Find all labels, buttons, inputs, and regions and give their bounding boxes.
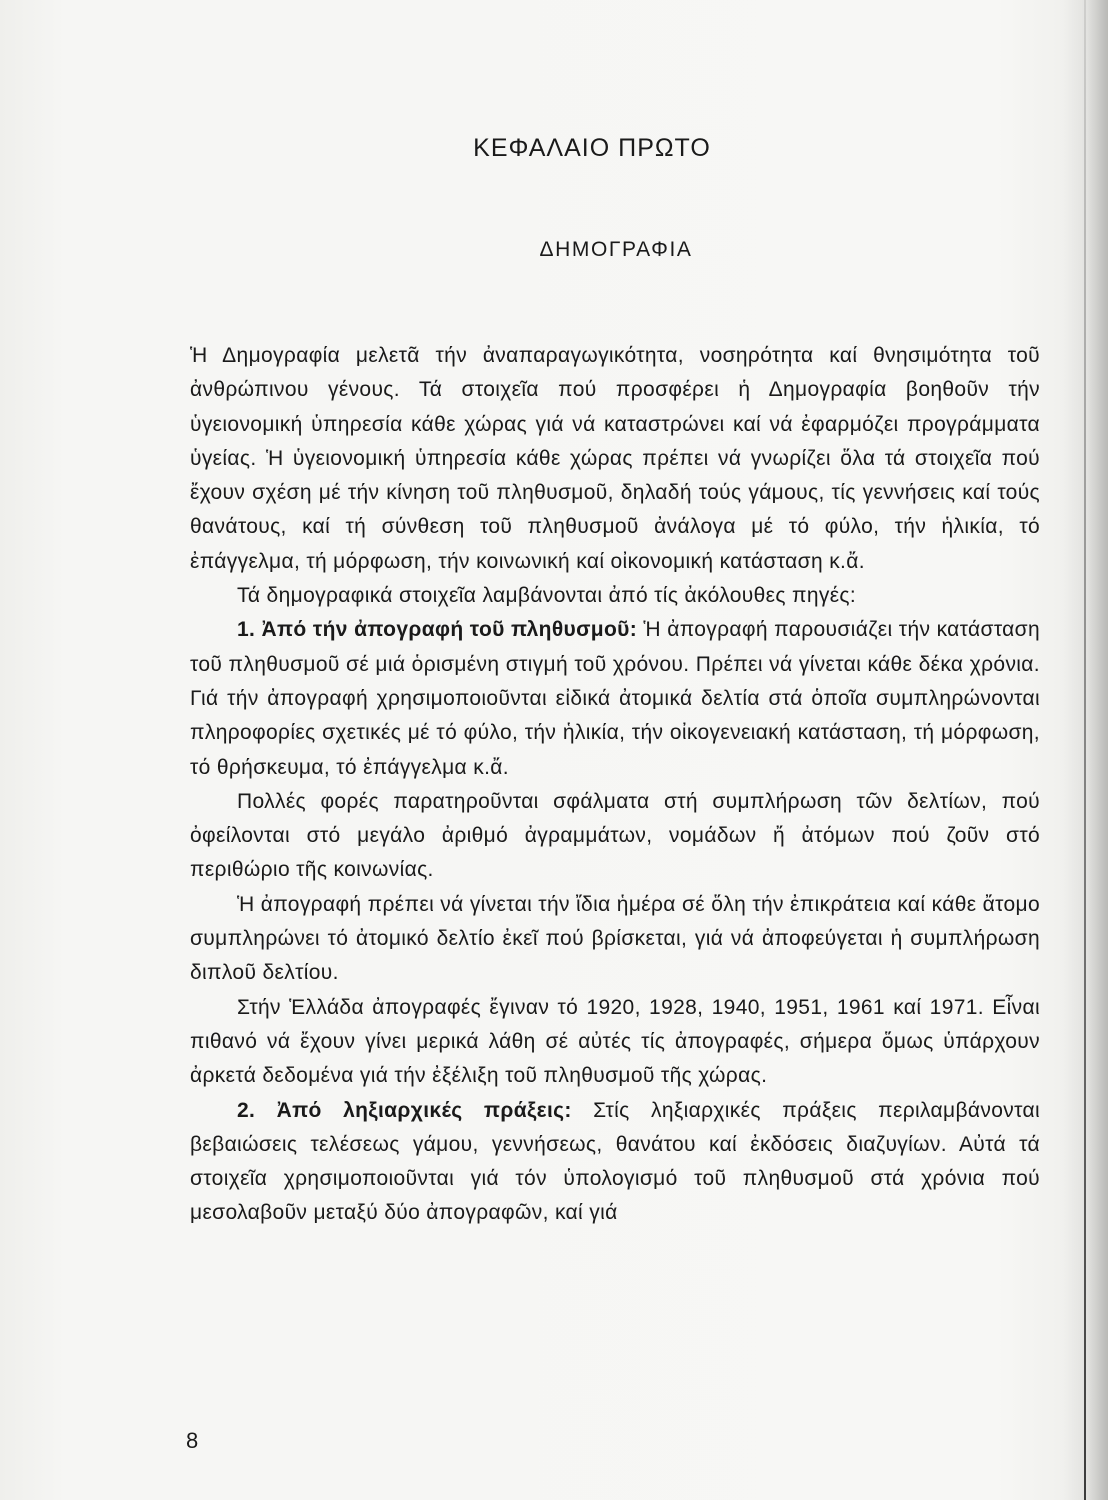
census-text: Ἡ ἀπογραφή παρουσιάζει τήν κατάσταση τοῦ πληθυσμοῦ σέ μιά ὁρισμένη στιγμή τοῦ χρόνου. Πρέπει νά γίνεται κάθε δέκα χρόνια. Γιά τήν ἀπογραφή χρησιμοποιοῦνται εἰδικά ἀτομικά δελτία στά ὁποῖα συμπληρώνονται πληροφορίες σχετικές μέ τό φύλο, τήν ἡλικία, τήν οἰκογενειακή κατάσταση, τή μόρφωση, τό θρήσκευμα, τό ἐπάγγελμα κ.ἄ. xyxy=(190,618,1041,779)
chapter-title: ΚΕΦΑΛΑΙΟ ΠΡΩΤΟ xyxy=(473,134,711,162)
page-number: 8 xyxy=(186,1428,199,1453)
spine-line xyxy=(1084,0,1086,1500)
registry-heading: 2. Ἀπό ληξιαρχικές πράξεις: xyxy=(237,1098,572,1122)
paragraph-same-day: Ἡ ἀπογραφή πρέπει νά γίνεται τήν ἴδια ἡμέρα σέ ὅλη τήν ἐπικράτεια καί κάθε ἄτομο συμπληρώνει τό ἀτομικό δελτίο ἐκεῖ πού βρίσκεται, γιά νά ἀποφεύγεται ἡ συμπλήρωση διπλοῦ δελτίου. xyxy=(190,892,1040,985)
paragraph-sources: Τά δημογραφικά στοιχεῖα λαμβάνονται ἀπό τίς ἀκόλουθες πηγές: xyxy=(237,584,857,608)
paragraph-errors: Πολλές φορές παρατηροῦνται σφάλματα στή συμπλήρωση τῶν δελτίων, πού ὀφείλονται στό μεγάλο ἀριθμό ἀγραμμάτων, νομάδων ἤ ἀτόμων πού ζοῦν στό περιθώριο τῆς κοινωνίας. xyxy=(190,789,1040,882)
paragraph-census xyxy=(190,613,1040,784)
registry-text: Στίς ληξιαρχικές πράξεις περιλαμβάνονται βεβαιώσεις τελέσεως γάμου, γεννήσεως, θανάτου καί ἐκδόσεις διαζυγίων. Αὐτά τά στοιχεῖα χρησιμοποιοῦνται γιά τόν ὑπολογισμό τοῦ πληθυσμοῦ στά χρόνια πού μεσολαβοῦν μεταξύ δύο ἀπογραφῶν, καί γιά xyxy=(190,1098,1040,1225)
section-title: ΔΗΜΟΓΡΑΦΙΑ xyxy=(539,238,693,261)
paragraph-greece: Στήν Ἑλλάδα ἀπογραφές ἔγιναν τό 1920, 1928, 1940, 1951, 1961 καί 1971. Εἶναι πιθανό νά ἔχουν γίνει μερικά λάθη σέ αὐτές τίς ἀπογραφές, σήμερα ὅμως ὑπάρχουν ἀρκετά δεδομένα γιά τήν ἐξέλιξη τοῦ πληθυσμοῦ τῆς χώρας. xyxy=(190,995,1040,1088)
census-heading: 1. Ἀπό τήν ἀπογραφή τοῦ πληθυσμοῦ: xyxy=(237,618,638,642)
paragraph-registry xyxy=(190,1094,1040,1231)
paragraph-intro: Ἡ Δημογραφία μελετᾶ τήν ἀναπαραγωγικότητα, νοσηρότητα καί θνησιμότητα τοῦ ἀνθρώπινου γένους. Τά στοιχεῖα πού προσφέρει ἡ Δημογραφία βοηθοῦν τήν ὑγειονομική ὑπηρεσία κάθε χώρας γιά νά καταστρώνει καί νά ἐφαρμόζει προγράμματα ὑγείας. Ἡ ὑγειονομική ὑπηρεσία κάθε χώρας πρέπει νά γνωρίζει ὅλα τά στοιχεῖα πού ἔχουν σχέση μέ τήν κίνηση τοῦ πληθυσμοῦ, δηλαδή τούς γάμους, τίς γεννήσεις καί τούς θανάτους, καί τή σύνθεση τοῦ πληθυσμοῦ ἀνάλογα μέ τό φύλο, τήν ἡλικία, τό ἐπάγγελμα, τή μόρφωση, τήν κοινωνική καί οἰκονομική κατάσταση κ.ἄ. xyxy=(190,344,1040,573)
body-text xyxy=(190,339,1040,1231)
